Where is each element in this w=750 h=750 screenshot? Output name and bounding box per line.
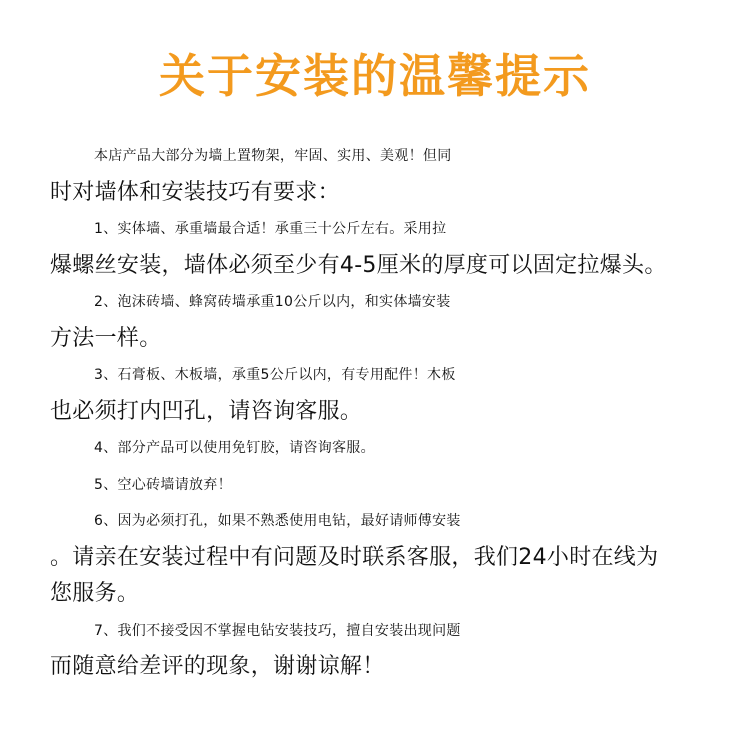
list-item-6 <box>50 503 730 613</box>
intro-paragraph <box>50 138 730 211</box>
item-line: 方法一样。 <box>50 325 162 351</box>
item-line: 爆螺丝安装，墙体必须至少有4-5厘米的厚度可以固定拉爆头。 <box>50 252 667 278</box>
list-item-7 <box>50 613 730 686</box>
notice-body <box>50 138 730 686</box>
list-item-4 <box>50 430 730 467</box>
list-item-5 <box>50 467 730 504</box>
list-item-3 <box>50 357 730 430</box>
intro-line: 时对墙体和安装技巧有要求： <box>50 179 340 205</box>
item-line: 2、泡沫砖墙、蜂窝砖墙承重10公斤以内，和实体墙安装 <box>94 294 451 310</box>
item-line: 3、石膏板、木板墙，承重5公斤以内，有专用配件！木板 <box>94 367 456 383</box>
page-title: 关于安装的温馨提示 <box>159 49 591 103</box>
item-line: 而随意给差评的现象，谢谢谅解！ <box>50 654 385 679</box>
list-item-2 <box>50 284 730 357</box>
item-line: 7、我们不接受因不掌握电钻安装技巧，擅自安装出现问题 <box>94 622 461 639</box>
item-line: 4、部分产品可以使用免钉胶，请咨询客服。 <box>94 440 375 456</box>
item-line: 5、空心砖墙请放弃！ <box>94 476 232 493</box>
item-line: 也必须打内凹孔，请咨询客服。 <box>50 398 363 424</box>
item-line: 1、实体墙、承重墙最合适！承重三十公斤左右。采用拉 <box>94 221 447 237</box>
item-line: 。请亲在安装过程中有问题及时联系客服，我们24小时在线为 <box>50 544 659 570</box>
item-line: 6、因为必须打孔，如果不熟悉使用电钻，最好请师傅安装 <box>94 513 461 529</box>
item-line: 您服务。 <box>50 581 140 606</box>
list-item-1 <box>50 211 730 284</box>
intro-line: 本店产品大部分为墙上置物架，牢固、实用、美观！但同 <box>94 148 452 164</box>
